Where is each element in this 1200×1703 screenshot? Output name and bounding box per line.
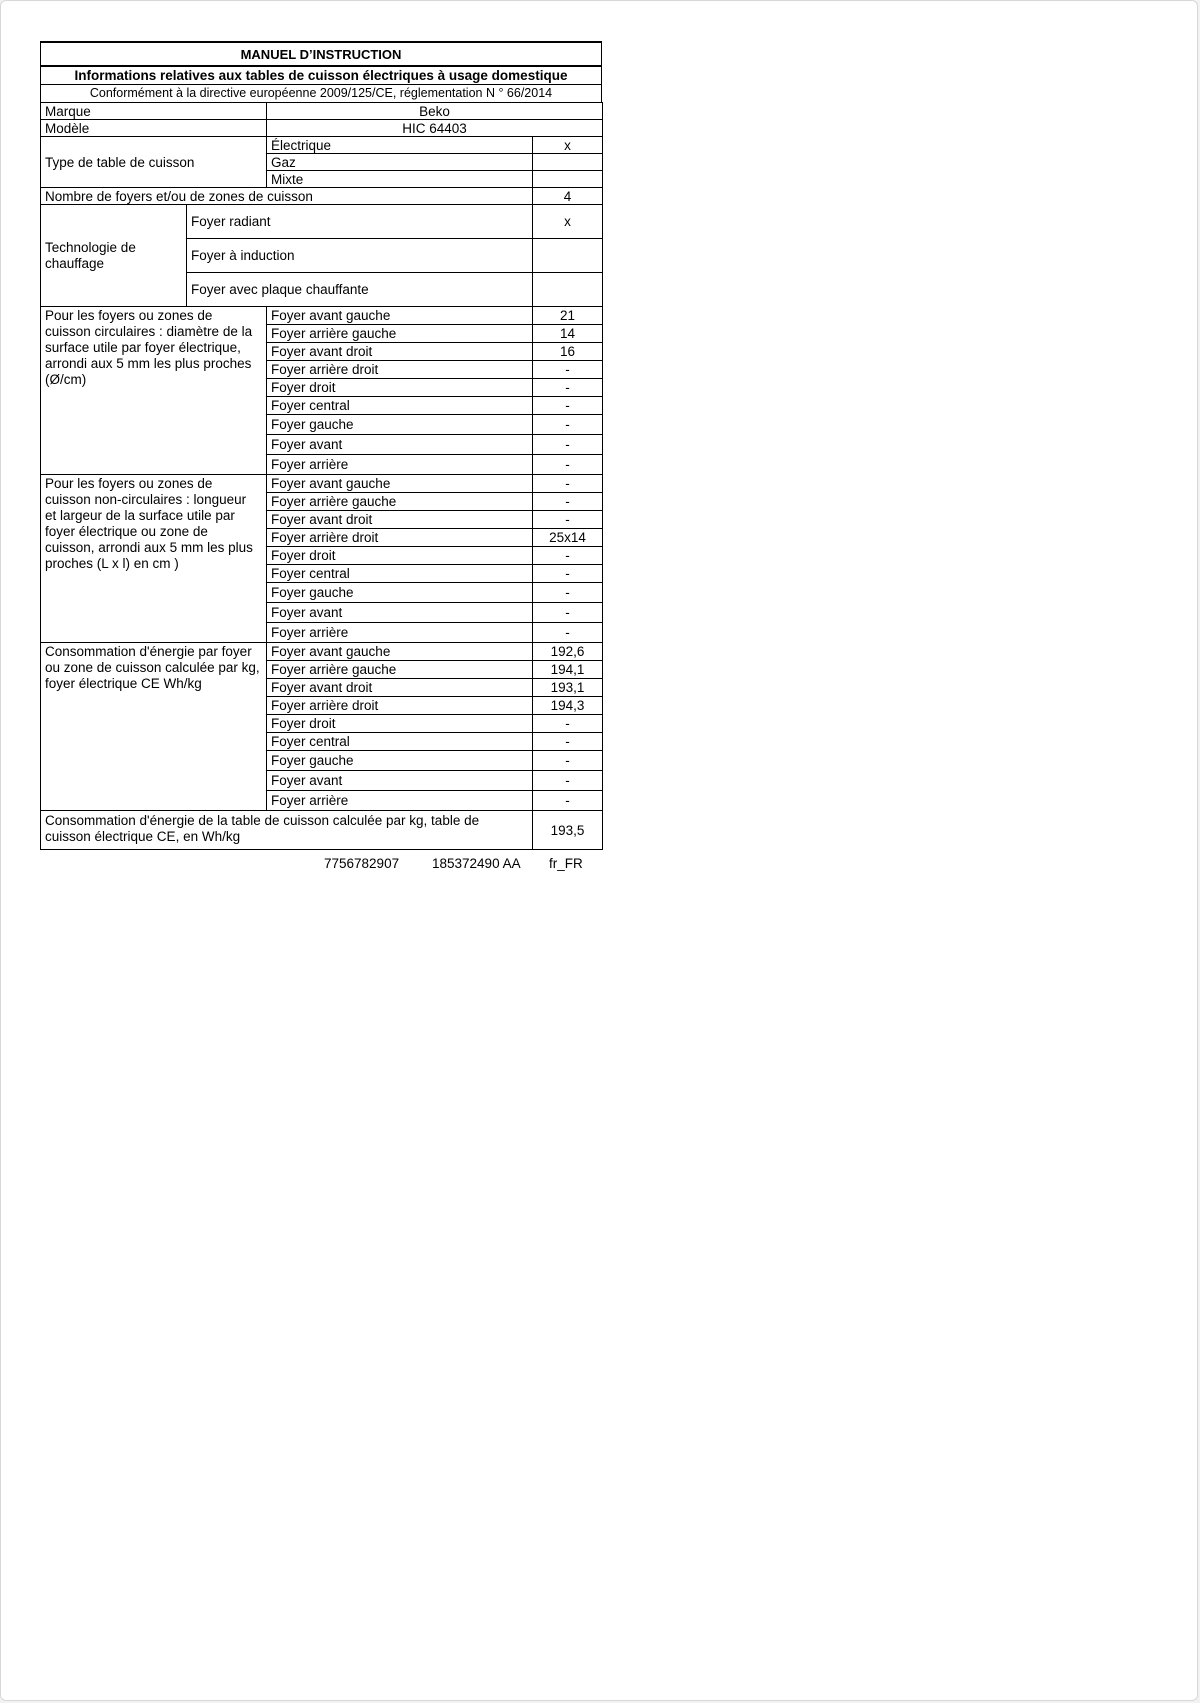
zones-count-value: 4 (533, 188, 603, 205)
zones-count-row (41, 188, 603, 205)
brand-value: Beko (267, 103, 603, 120)
heating-tech-value: x (533, 205, 603, 239)
zone-value: - (533, 435, 603, 455)
hob-type-option: Mixte (267, 171, 533, 188)
zone-name: Foyer arrière (267, 623, 533, 643)
zone-value: - (533, 455, 603, 475)
zone-value: 193,1 (533, 679, 603, 697)
hob-type-value (533, 154, 603, 171)
heating-tech-option: Foyer radiant (187, 205, 533, 239)
zone-name: Foyer avant (267, 603, 533, 623)
zone-value: 192,6 (533, 643, 603, 661)
heating-tech-option: Foyer à induction (187, 239, 533, 273)
zones-count-label: Nombre de foyers et/ou de zones de cuisson (41, 188, 533, 205)
zone-name: Foyer central (267, 565, 533, 583)
model-row (41, 120, 603, 137)
zone-value: 21 (533, 307, 603, 325)
zone-name: Foyer gauche (267, 751, 533, 771)
hob-type-value: x (533, 137, 603, 154)
hob-type-option: Électrique (267, 137, 533, 154)
circular-zone-row (41, 307, 603, 325)
zone-value: - (533, 361, 603, 379)
zone-name: Foyer arrière gauche (267, 661, 533, 679)
directive-reference: Conformément à la directive européenne 2009/125/CE, réglementation N ° 66/2014 (40, 84, 602, 102)
footer-locale: fr_FR (549, 856, 583, 871)
zone-value: - (533, 771, 603, 791)
zone-name: Foyer arrière droit (267, 529, 533, 547)
zone-value: - (533, 475, 603, 493)
product-fiche (40, 41, 602, 880)
zone-name: Foyer avant droit (267, 343, 533, 361)
zone-value: 14 (533, 325, 603, 343)
zone-name: Foyer gauche (267, 415, 533, 435)
footer-code-2: 185372490 AA (432, 856, 521, 871)
hob-type-option: Gaz (267, 154, 533, 171)
zone-value: 194,1 (533, 661, 603, 679)
document-footer (40, 856, 602, 880)
zone-value: - (533, 565, 603, 583)
zone-name: Foyer avant (267, 435, 533, 455)
fiche-table (40, 102, 603, 850)
zone-name: Foyer gauche (267, 583, 533, 603)
zone-value: 194,3 (533, 697, 603, 715)
energy-zones-label: Consommation d'énergie par foyer ou zone de cuisson calculée par kg, foyer électrique CE Wh/kg (41, 643, 267, 811)
zone-name: Foyer droit (267, 715, 533, 733)
zone-value: - (533, 623, 603, 643)
zone-value: - (533, 511, 603, 529)
total-energy-label: Consommation d'énergie de la table de cuisson calculée par kg, table de cuisson électrique CE, en Wh/kg (41, 811, 533, 850)
heating-tech-label: Technologie de chauffage (41, 205, 187, 307)
brand-row (41, 103, 603, 120)
zone-value: - (533, 791, 603, 811)
zone-value: - (533, 733, 603, 751)
zone-name: Foyer avant (267, 771, 533, 791)
total-energy-row (41, 811, 603, 850)
zone-name: Foyer avant gauche (267, 475, 533, 493)
zone-value: - (533, 415, 603, 435)
noncircular-zone-row (41, 475, 603, 493)
hob-type-row (41, 137, 603, 154)
zone-value: - (533, 379, 603, 397)
zone-name: Foyer avant droit (267, 511, 533, 529)
zone-name: Foyer avant droit (267, 679, 533, 697)
zone-value: 25x14 (533, 529, 603, 547)
zone-name: Foyer arrière droit (267, 361, 533, 379)
zone-name: Foyer arrière gauche (267, 325, 533, 343)
model-value: HIC 64403 (267, 120, 603, 137)
zone-value: - (533, 603, 603, 623)
zone-name: Foyer droit (267, 379, 533, 397)
zone-value: 16 (533, 343, 603, 361)
model-label: Modèle (41, 120, 267, 137)
footer-code-1: 7756782907 (324, 856, 400, 871)
circular-zones-label: Pour les foyers ou zones de cuisson circulaires : diamètre de la surface utile par foyer électrique, arrondi aux 5 mm les plus proches (Ø/cm) (41, 307, 267, 475)
zone-name: Foyer arrière (267, 791, 533, 811)
zone-value: - (533, 715, 603, 733)
zone-name: Foyer arrière droit (267, 697, 533, 715)
zone-name: Foyer central (267, 397, 533, 415)
document-subtitle: Informations relatives aux tables de cuisson électriques à usage domestique (40, 65, 602, 84)
noncircular-zones-label: Pour les foyers ou zones de cuisson non-circulaires : longueur et largeur de la surface utile par foyer électrique ou zone de cuisson, arrondi aux 5 mm les plus proches (L x l) en cm ) (41, 475, 267, 643)
zone-name: Foyer central (267, 733, 533, 751)
zone-name: Foyer droit (267, 547, 533, 565)
total-energy-value: 193,5 (533, 811, 603, 850)
zone-name: Foyer avant gauche (267, 643, 533, 661)
zone-name: Foyer arrière gauche (267, 493, 533, 511)
zone-value: - (533, 583, 603, 603)
zone-name: Foyer avant gauche (267, 307, 533, 325)
heating-tech-value (533, 239, 603, 273)
heating-tech-row (41, 205, 603, 239)
zone-value: - (533, 493, 603, 511)
energy-zone-row (41, 643, 603, 661)
zone-value: - (533, 397, 603, 415)
heating-tech-option: Foyer avec plaque chauffante (187, 273, 533, 307)
zone-value: - (533, 751, 603, 771)
document-title: MANUEL D’INSTRUCTION (40, 41, 602, 65)
hob-type-value (533, 171, 603, 188)
hob-type-label: Type de table de cuisson (41, 137, 267, 188)
zone-value: - (533, 547, 603, 565)
zone-name: Foyer arrière (267, 455, 533, 475)
heating-tech-value (533, 273, 603, 307)
brand-label: Marque (41, 103, 267, 120)
